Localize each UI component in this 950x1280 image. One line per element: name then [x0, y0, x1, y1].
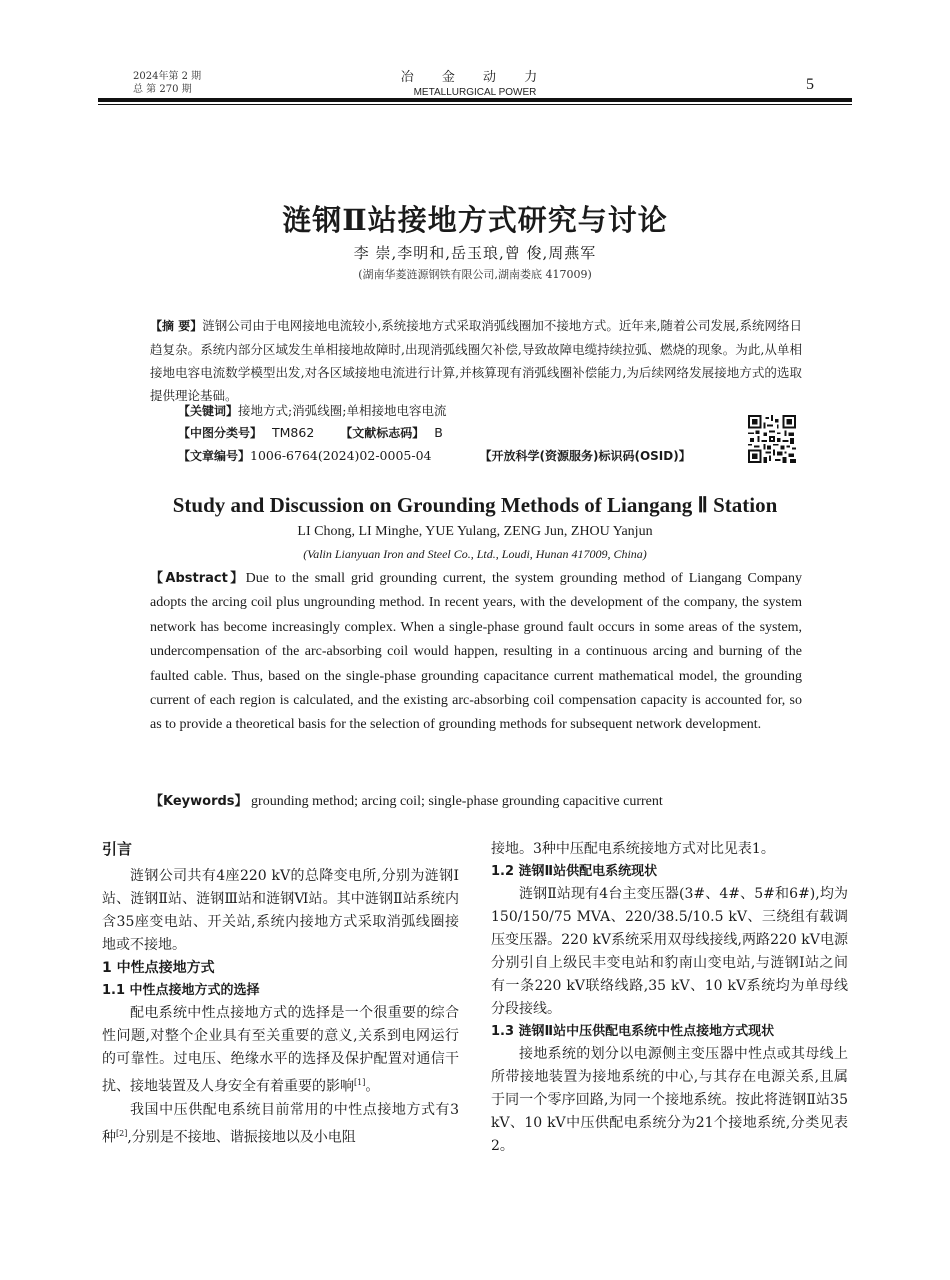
abstract-en-text: Due to the small grid grounding current, the system grounding method of Liangang Company adopts the arcing coil plus ungrounding method. In recent years, with the development of the company, the system network has become increasingly complex. When a single-phase ground fault occurs in some areas of the system, undercompensation of the arc-absorbing coil would happen, resulting in a continuous arcing and burning of the faulted cable. Thus, based on the single-phase grounding capacitance current mathematical model, the grounding current of each region is calculated, and the existing arc-absorbing coil compensation capacity is accounted for, so as to provide a theoretical basis for the selection of grounding methods for subsequent network development. — [150, 571, 802, 733]
doc-label: 【文献标志码】 — [340, 426, 425, 440]
intro-heading: 引言 — [102, 840, 133, 858]
section-1-3-heading: 1.3 涟钢Ⅱ站中压供配电系统中性点接地方式现状 — [491, 1024, 775, 1039]
doc-value: B — [434, 425, 443, 440]
abstract-cn — [150, 314, 802, 407]
article-number-row — [178, 447, 691, 464]
issue-line-2: 总 第 270 期 — [133, 84, 192, 95]
qr-code-icon — [748, 415, 796, 463]
section-1-1-paragraph-2-cont: 接地。3种中压配电系统接地方式对比见表1。 — [491, 841, 775, 857]
article-value: 1006-6764(2024)02-0005-04 — [250, 448, 432, 463]
body-column-right — [491, 838, 848, 1158]
s11-p1-text: 配电系统中性点接地方式的选择是一个很重要的综合性问题,对整个企业具有至关重要的意义,关系到电网运行的可靠性。过电压、绝缘水平的选择及保护配置对通信干扰、接地装置及人身安全有着重要的影响 — [102, 1005, 459, 1095]
affiliation-en: (Valin Lianyuan Iron and Steel Co., Ltd., Loudi, Hunan 417009, China) — [303, 547, 647, 561]
clc-value: TM862 — [272, 425, 315, 440]
keywords-cn-label: 【关键词】 — [178, 404, 239, 418]
affiliation: (湖南华菱涟源钢铁有限公司,湖南娄底 417009) — [358, 268, 592, 281]
journal-name-cn: 冶 金 动 力 — [400, 70, 550, 85]
section-1-1-paragraph-2 — [102, 1099, 459, 1150]
keywords-en — [150, 790, 802, 810]
s11-p2-end: ,分别是不接地、谐振接地以及小电阻 — [127, 1129, 356, 1146]
keywords-cn-text: 接地方式;消弧线圈;单相接地电容电流 — [238, 403, 447, 418]
classification-row — [178, 424, 443, 441]
intro-paragraph: 涟钢公司共有4座220 kV的总降变电所,分别为涟钢Ⅰ站、涟钢Ⅱ站、涟钢Ⅲ站和涟钢Ⅵ站。其中涟钢Ⅱ站系统内含35座变电站、开关站,系统内接地方式采取消弧线圈接地或不接地。 — [102, 868, 459, 953]
section-1-1-paragraph-1 — [102, 1002, 459, 1099]
keywords-en-label: 【Keywords】 — [150, 794, 248, 809]
s11-p2-text: 我国中压供配电系统目前常用的中性点接地方式有3种 — [102, 1101, 459, 1146]
citation-2[interactable]: [2] — [116, 1128, 128, 1138]
abstract-en — [150, 567, 802, 738]
keywords-cn — [178, 401, 446, 419]
paper-title: 涟钢Ⅱ站接地方式研究与讨论 — [282, 203, 668, 237]
journal-name-en: METALLURGICAL POWER — [413, 87, 537, 98]
section-1-2-heading: 1.2 涟钢Ⅱ站供配电系统现状 — [491, 864, 658, 879]
body-column-left — [102, 838, 459, 1149]
abstract-en-label: 【Abstract】 — [150, 571, 246, 586]
clc-label: 【中图分类号】 — [178, 426, 263, 440]
issue-line-1: 2024年第 2 期 — [133, 71, 202, 82]
section-1-3-paragraph: 接地系统的划分以电源侧主变压器中性点或其母线上所带接地装置为接地系统的中心,与其存在电源关系,且属于同一个零序回路,为同一个接地系统。按此将涟钢Ⅱ站35 kV、10 kV中压供配电系统分为21个接地系统,分类见表2。 — [491, 1046, 848, 1154]
author-list-en: LI Chong, LI Minghe, YUE Yulang, ZENG Jun, ZHOU Yanjun — [297, 524, 653, 539]
s11-p1-end: 。 — [365, 1078, 380, 1095]
citation-1[interactable]: [1] — [354, 1078, 366, 1087]
header-rule-thick — [98, 98, 852, 102]
author-list: 李 崇,李明和,岳玉琅,曾 俊,周燕军 — [353, 244, 597, 262]
page-number: 5 — [806, 76, 814, 93]
paper-title-en: Study and Discussion on Grounding Methods of Liangang Ⅱ Station — [172, 493, 778, 517]
article-label: 【文章编号】 — [178, 449, 251, 463]
section-1-1-heading: 1.1 中性点接地方式的选择 — [102, 983, 260, 998]
abstract-cn-label: 【摘 要】 — [150, 319, 203, 333]
section-1-heading: 1 中性点接地方式 — [102, 960, 215, 976]
keywords-en-text: grounding method; arcing coil; single-phase grounding capacitive current — [251, 794, 663, 809]
osid-label: 【开放科学(资源服务)标识码(OSID)】 — [479, 449, 691, 463]
abstract-cn-text: 涟钢公司由于电网接地电流较小,系统接地方式采取消弧线圈加不接地方式。近年来,随着公司发展,系统网络日趋复杂。系统内部分区域发生单相接地故障时,出现消弧线圈欠补偿,导致故障电缆持续拉弧、燃烧的现象。为此,从单相接地电容电流数学模型出发,对各区域接地电流进行计算,并核算现有消弧线圈补偿能力,为后续网络发展接地方式的选取提供理论基础。 — [150, 318, 802, 403]
header-rule-thin — [98, 104, 852, 105]
section-1-2-paragraph: 涟钢Ⅱ站现有4台主变压器(3#、4#、5#和6#),均为150/150/75 MVA、220/38.5/10.5 kV、三绕组有载调压变压器。220 kV系统采用双母线接线,两路220 kV电源分别引自上级民丰变电站和豹南山变电站,与涟钢Ⅰ站之间有一条220 kV联络线路,35 kV、10 kV系统均为单母线分段接线。 — [491, 886, 848, 1017]
